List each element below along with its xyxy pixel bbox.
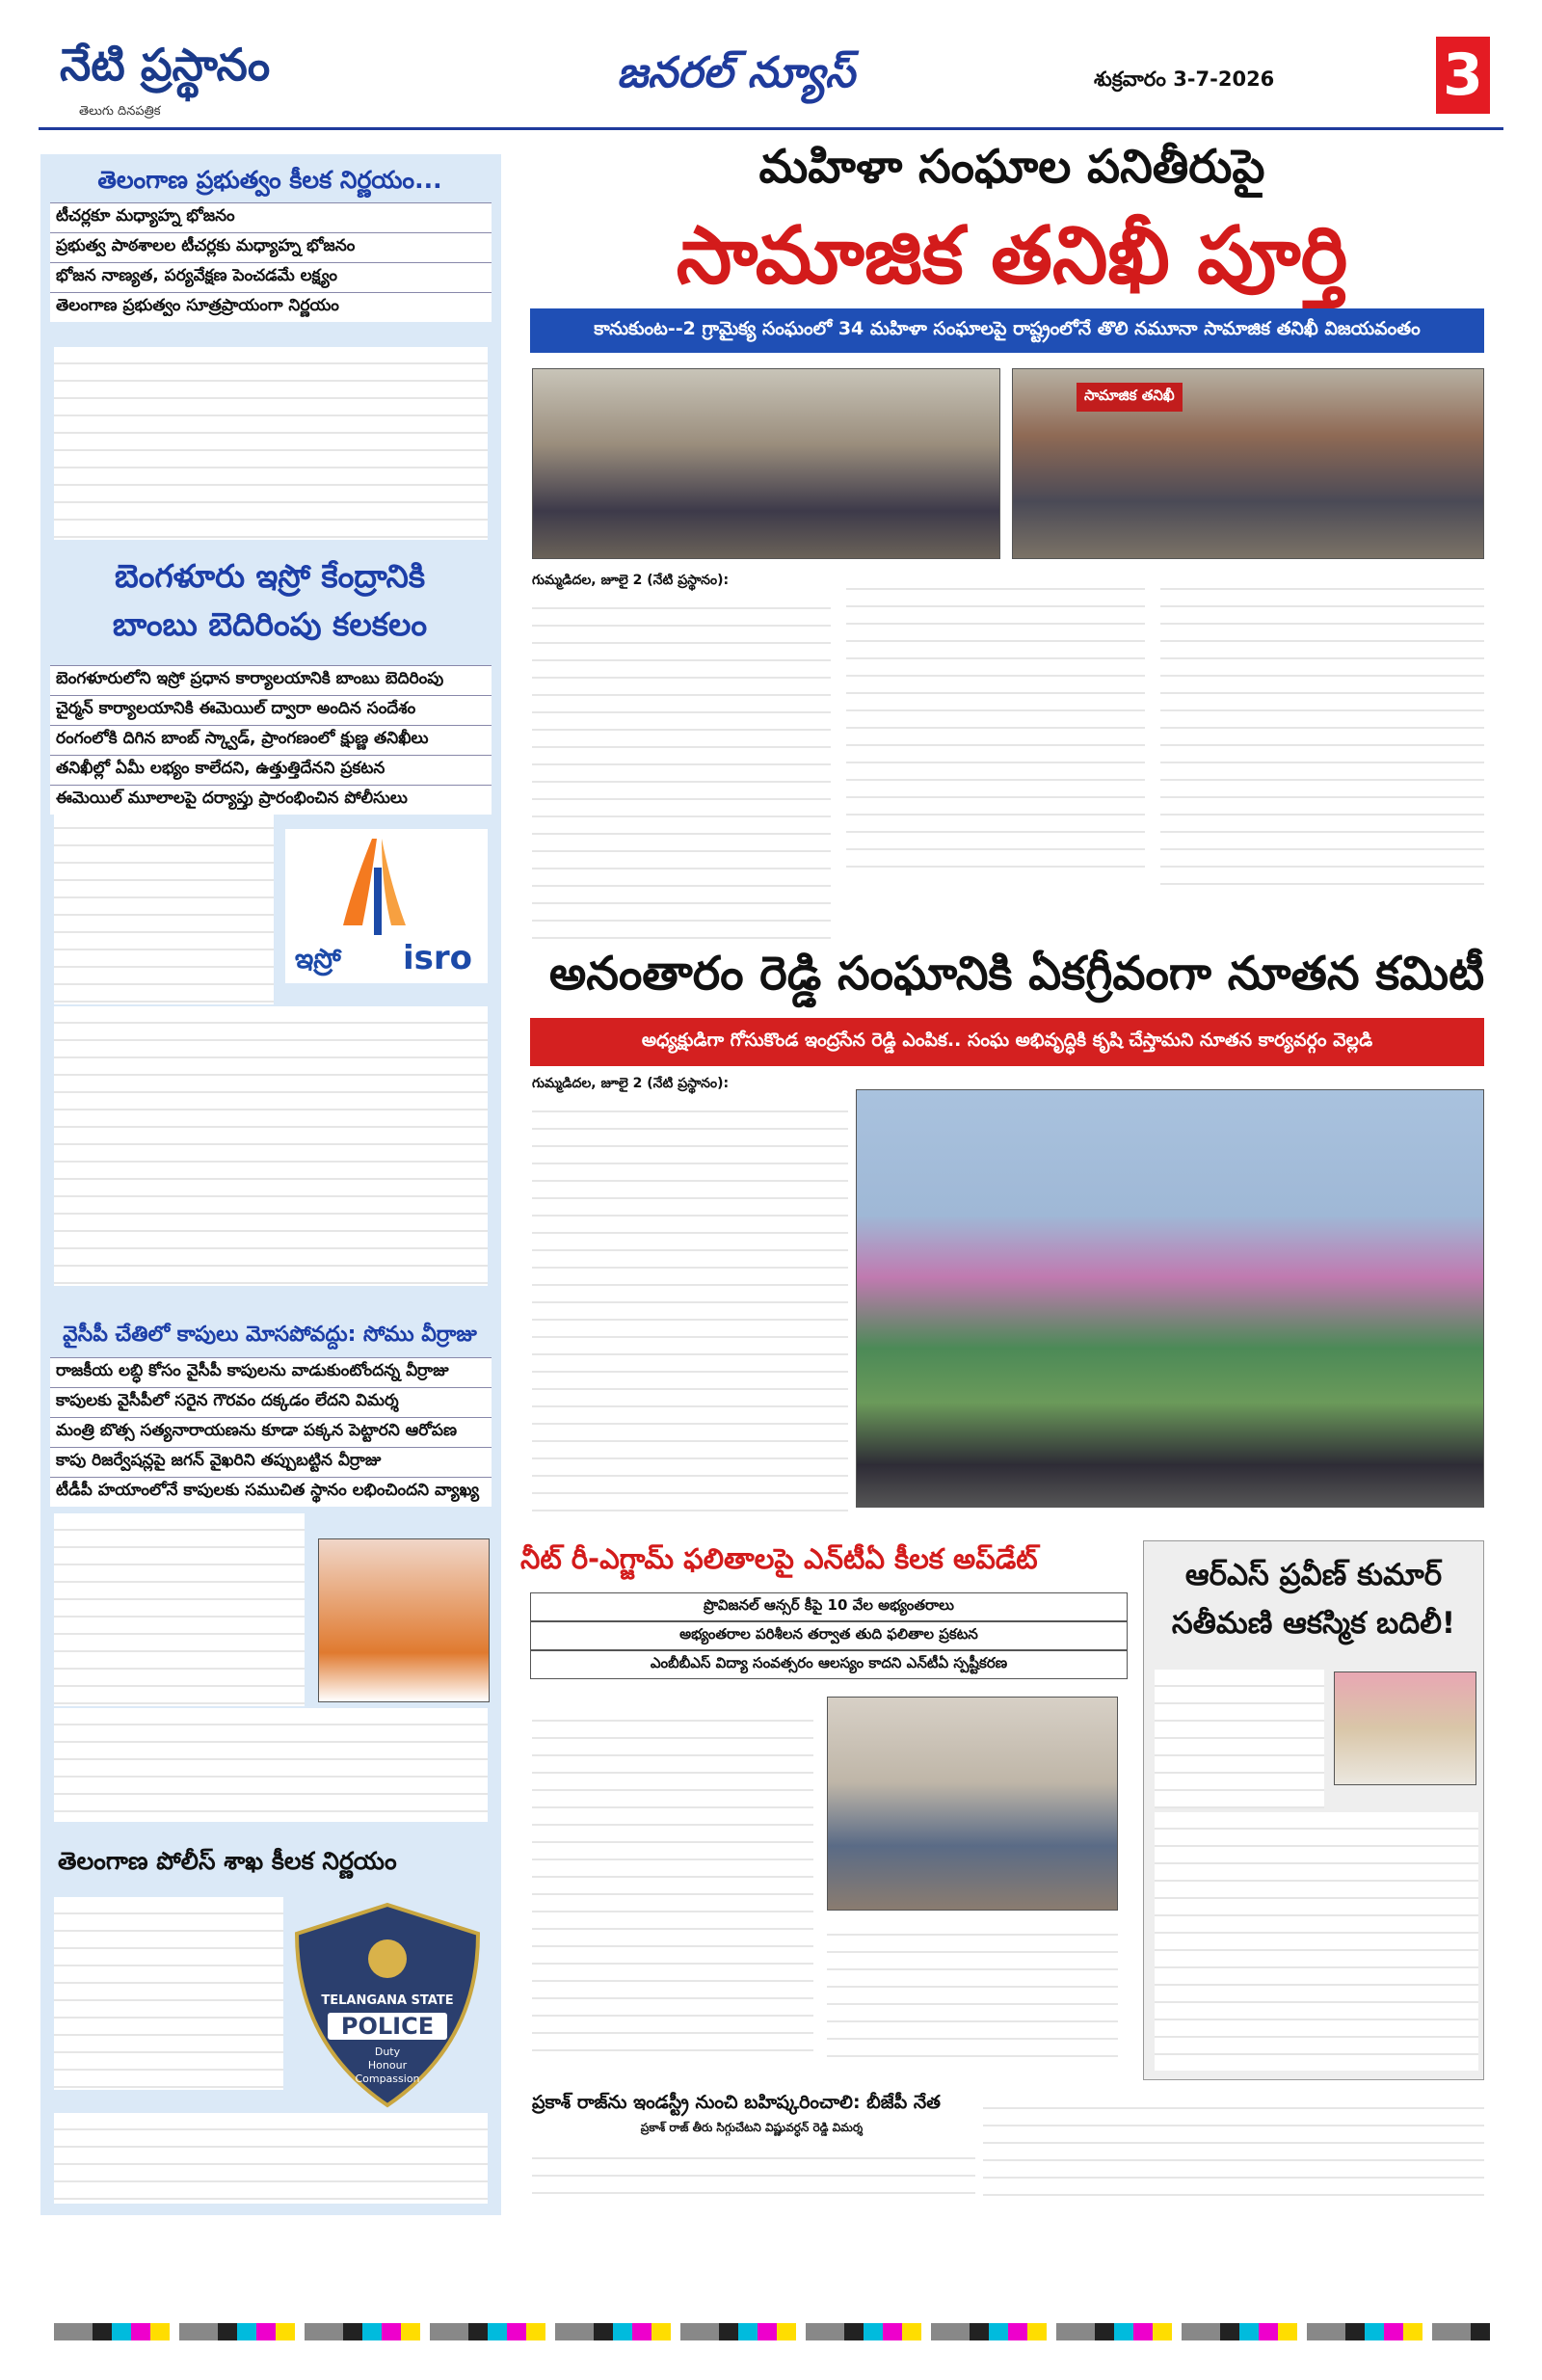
neet-bullet: ఎంబీబీఎస్ విద్యా సంవత్సరం ఆలస్యం కాదని ఎన్‌టీఏ స్పష్టీకరణ bbox=[530, 1650, 1128, 1679]
story2-body-col bbox=[54, 812, 274, 1004]
story2-bullet: బెంగళూరులోని ఇస్రో ప్రధాన కార్యాలయానికి బాంబు బెదిరింపు bbox=[50, 665, 492, 695]
rs-headline-line2: సతీమణి ఆకస్మిక బదిలీ! bbox=[1171, 1606, 1456, 1641]
story2-title-line2: బాంబు బెదిరింపు కలకలం bbox=[112, 605, 428, 643]
isro-logo bbox=[285, 829, 488, 983]
story1-title: తెలంగాణ ప్రభుత్వం కీలక నిర్ణయం... bbox=[97, 166, 442, 194]
story1-bullet: ప్రభుత్వ పాఠశాలల టీచర్లకు మధ్యాహ్న భోజనం bbox=[50, 232, 492, 262]
masthead-tagline: తెలుగు దినపత్రిక bbox=[79, 104, 161, 119]
isro-logo-telugu: ఇస్రో bbox=[295, 943, 341, 975]
neet-headline: నీట్ రీ-ఎగ్జామ్ ఫలితాలపై ఎన్‌టీఏ కీలక అప్‌డేట్ bbox=[520, 1542, 1038, 1575]
story1-bullet: భోజన నాణ్యత, పర్యవేక్షణ పెంచడమే లక్ష్యం bbox=[50, 262, 492, 292]
lead-photo-officials bbox=[1012, 368, 1484, 559]
story2-title-line1: బెంగళూరు ఇస్రో కేంద్రానికి bbox=[114, 557, 426, 595]
rs-body bbox=[1155, 1670, 1324, 1808]
reddy-strap: అధ్యక్షుడిగా గోసుకొండ ఇంద్రసేన రెడ్డి ఎంపిక.. సంఘ అభివృద్ధికి కృషి చేస్తామని నూతన కార్యవర్గం వెల్లడి bbox=[530, 1018, 1484, 1066]
masthead-logo: నేటి ప్రస్థానం bbox=[60, 39, 271, 91]
story3-body bbox=[54, 1513, 305, 1706]
story4-title: తెలంగాణ పోలీస్ శాఖ కీలక నిర్ణయం bbox=[58, 1847, 397, 1875]
neet-body-col1 bbox=[532, 1704, 813, 2059]
somu-veerraju-photo bbox=[318, 1538, 490, 1702]
lead-strap: కానుకుంట--2 గ్రామైక్య సంఘంలో 34 మహిళా సంఘాలపై రాష్ట్రంలోనే తొలి నమూనా సామాజిక తనిఖీ విజయవంతం bbox=[530, 308, 1484, 353]
story2-bullet: ఈమెయిల్ మూలాలపై దర్యాప్తు ప్రారంభించిన పోలీసులు bbox=[50, 785, 492, 815]
story3-bullets bbox=[50, 1357, 492, 1507]
reddy-body bbox=[532, 1095, 848, 1527]
story3-bullet: కాపు రిజర్వేషన్లపై జగన్ వైఖరిని తప్పుబట్టిన వీర్రాజు bbox=[50, 1447, 492, 1477]
isro-logo-english: isro bbox=[403, 939, 473, 977]
lead-photo-meeting bbox=[532, 368, 1000, 559]
lead-photo-banner: సామాజిక తనిఖీ bbox=[1077, 383, 1183, 412]
story2-bullets bbox=[50, 665, 492, 815]
story1-body bbox=[54, 347, 488, 540]
story2-bullet: రంగంలోకి దిగిన బాంబ్ స్క్వాడ్, ప్రాంగణంలో క్షుణ్ణ తనిఖీలు bbox=[50, 725, 492, 755]
reddy-photo-temple bbox=[856, 1089, 1484, 1508]
telangana-police-badge bbox=[285, 1899, 490, 2111]
lead-dateline: గుమ్మడిదల, జూలై 2 (నేటి ప్రస్థానం): bbox=[532, 573, 730, 588]
lead-body-col2 bbox=[846, 573, 1145, 871]
badge-line4: Honour bbox=[367, 2059, 408, 2072]
neet-bullet: ప్రొవిజనల్ ఆన్సర్ కీపై 10 వేల అభ్యంతరాలు bbox=[530, 1592, 1128, 1621]
story2-bullet: తనిఖీల్లో ఏమీ లభ్యం కాలేదని, ఉత్తుత్తిదేనని ప్రకటన bbox=[50, 755, 492, 785]
story3-bullet: మంత్రి బొత్స సత్యనారాయణను కూడా పక్కన పెట్టారని ఆరోపణ bbox=[50, 1417, 492, 1447]
story1-bullet: టీచర్లకూ మధ్యాహ్న భోజనం bbox=[50, 202, 492, 232]
lead-body-col1 bbox=[532, 592, 831, 941]
lead-body-col3 bbox=[1160, 573, 1484, 887]
neet-bullets bbox=[530, 1592, 1128, 1679]
story3-title: వైసీపీ చేతిలో కాపులు మోసపోవద్దు: సోము వీర్రాజు bbox=[63, 1323, 477, 1347]
rs-headline-line1: ఆర్ఎస్ ప్రవీణ్ కుమార్ bbox=[1184, 1558, 1443, 1592]
badge-line1: TELANGANA STATE bbox=[321, 1993, 454, 2008]
neet-body-col2 bbox=[827, 1918, 1118, 2057]
reddy-dateline: గుమ్మడిదల, జూలై 2 (నేటి ప్రస్థానం): bbox=[532, 1076, 730, 1091]
badge-line5: Compassion bbox=[355, 2072, 420, 2085]
lead-kicker: మహిళా సంఘాల పనితీరుపై bbox=[758, 140, 1265, 194]
story1-bullet: తెలంగాణ ప్రభుత్వం సూత్రప్రాయంగా నిర్ణయం bbox=[50, 292, 492, 322]
prakash-headline: ప్రకాశ్ రాజ్‌ను ఇండస్ట్రీ నుంచి బహిష్కరించాలి: బీజేపీ నేత bbox=[532, 2092, 941, 2113]
story3-bullet: రాజకీయ లబ్ధి కోసం వైసీపీ కాపులను వాడుకుంటోందన్న వీర్రాజు bbox=[50, 1357, 492, 1387]
prakash-body bbox=[532, 2142, 975, 2209]
neet-bullet: అభ్యంతరాల పరిశీలన తర్వాత తుది ఫలితాల ప్రకటన bbox=[530, 1621, 1128, 1650]
reddy-headline: అనంతారం రెడ్డి సంఘానికి ఏకగ్రీవంగా నూతన కమిటీ bbox=[548, 947, 1485, 1001]
badge-line3: Duty bbox=[374, 2046, 401, 2058]
page-number: 3 bbox=[1436, 37, 1490, 114]
issue-date: శుక్రవారం 3-7-2026 bbox=[1094, 67, 1275, 91]
badge-line2: POLICE bbox=[328, 2013, 447, 2040]
masthead-rule bbox=[39, 127, 1503, 130]
neet-photo-students bbox=[827, 1697, 1118, 1911]
rs-body-rest bbox=[1155, 1812, 1478, 2071]
story2-body-rest bbox=[54, 1006, 488, 1286]
story3-body-rest bbox=[54, 1708, 488, 1822]
story3-bullet: కాపులకు వైసీపీలో సరైన గౌరవం దక్కడం లేదని విమర్శ bbox=[50, 1387, 492, 1417]
section-title: జనరల్ న్యూస్ bbox=[617, 48, 855, 97]
story4-body bbox=[54, 1897, 283, 2090]
story2-bullet: చైర్మన్ కార్యాలయానికి ఈమెయిల్ ద్వారా అందిన సందేశం bbox=[50, 695, 492, 725]
story1-bullets bbox=[50, 202, 492, 322]
prakash-subhead: ప్రకాశ్ రాజ్ తీరు సిగ్గుచేటని విష్ణువర్ధన్ రెడ్డి విమర్శ bbox=[640, 2121, 864, 2134]
story3-bullet: టీడీపీ హయాంలోనే కాపులకు సముచిత స్థానం లభించిందని వ్యాఖ్య bbox=[50, 1477, 492, 1507]
prakash-body-col2 bbox=[983, 2092, 1484, 2207]
story4-body-rest bbox=[54, 2113, 488, 2204]
lead-headline: సామాజిక తనిఖీ పూర్తి bbox=[676, 210, 1348, 302]
rs-praveen-photo bbox=[1334, 1671, 1476, 1785]
print-registration-strip bbox=[54, 2323, 1490, 2340]
